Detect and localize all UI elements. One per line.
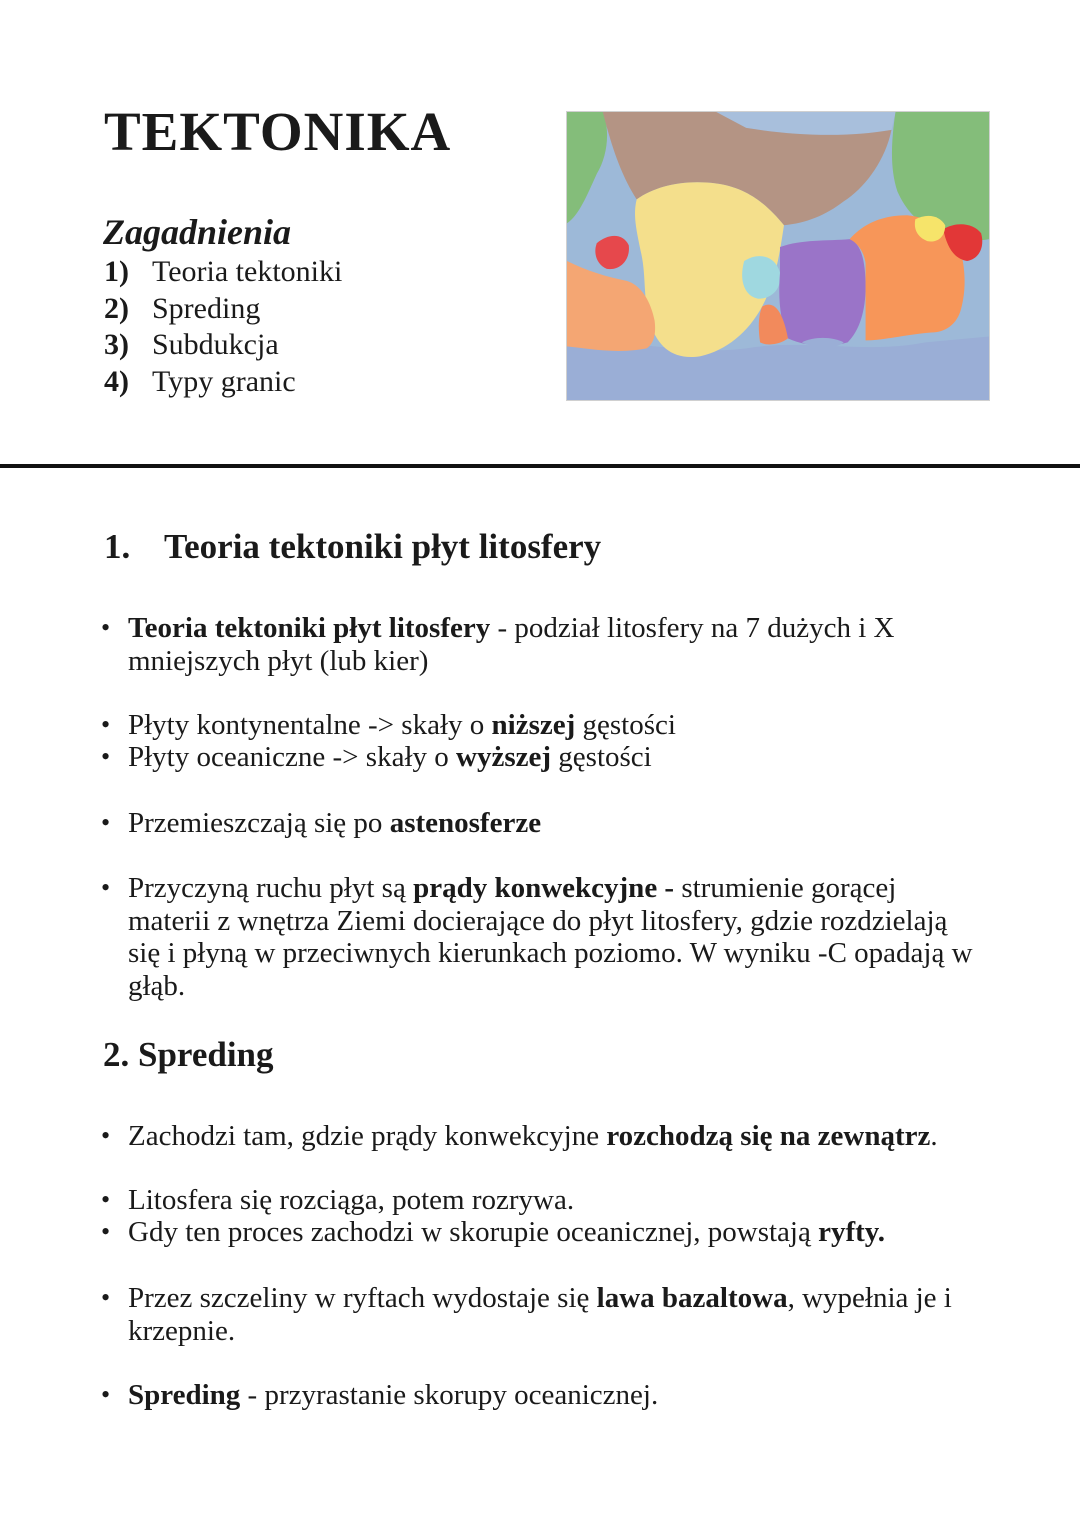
section-1-number: 1. — [104, 527, 131, 566]
topics-list — [104, 254, 342, 400]
list-item — [101, 1282, 981, 1347]
topics-item-label: Spreding — [152, 291, 261, 325]
bullet-text: Przyczyną ruchu płyt są — [128, 872, 414, 904]
list-item — [101, 1216, 981, 1249]
topics-title: Zagadnienia — [103, 212, 292, 252]
bullet-bold-text: niższej — [491, 709, 576, 741]
bullet-text: Przemieszczają się po — [128, 807, 390, 839]
bullet-bold-text: wyższej — [456, 741, 552, 773]
topics-item-number: 3) — [104, 328, 129, 362]
bullet-text: . — [930, 1120, 938, 1152]
bullet-text: Litosfera się rozciąga, potem rozrywa. — [128, 1184, 575, 1216]
section-divider — [0, 464, 1080, 468]
bullet-bold-text: astenosferze — [389, 807, 542, 839]
bullet-text: Zachodzi tam, gdzie prądy konwekcyjne — [128, 1120, 607, 1152]
topics-item-label: Teoria tektoniki — [152, 255, 343, 288]
bullet-text: Płyty kontynentalne -> skały o — [128, 709, 492, 741]
bullet-text: - podział litosfery na 7 dużych i X mniejszych płyt (lub kier) — [128, 612, 895, 677]
bullet-text: Przez szczeliny w ryftach wydostaje się — [128, 1282, 597, 1314]
topics-item-number: 4) — [104, 364, 129, 398]
list-item — [101, 1379, 981, 1412]
topics-item-label: Typy granic — [152, 364, 296, 398]
section-1-title: Teoria tektoniki płyt litosfery — [164, 527, 602, 566]
bullet-text: Płyty oceaniczne -> skały o — [128, 741, 457, 773]
topics-item-number: 2) — [104, 291, 129, 325]
bullet-text: gęstości — [551, 741, 652, 773]
topics-item — [104, 327, 342, 364]
topics-item — [104, 364, 342, 401]
tectonic-plates-map — [566, 111, 990, 401]
list-item — [101, 709, 981, 742]
section-1-heading — [104, 527, 601, 567]
page-title: TEKTONIKA — [104, 101, 452, 162]
bullet-text: , wypełnia je i krzepnie. — [128, 1282, 952, 1347]
topics-item — [104, 254, 342, 291]
topics-item-number: 1) — [104, 255, 129, 288]
tectonic-plates-map-graphic — [567, 112, 989, 400]
list-item — [101, 807, 981, 840]
section-2-heading: 2. Spreding — [103, 1035, 274, 1074]
bullet-text: Gdy ten proces zachodzi w skorupie oceanicznej, powstają — [128, 1216, 819, 1248]
map-south-american-plate — [779, 239, 865, 346]
list-item — [101, 612, 981, 677]
bullet-bold-text: Teoria tektoniki płyt litosfery — [128, 612, 491, 644]
bullet-text: - przyrastanie skorupy oceanicznej. — [240, 1379, 659, 1411]
bullet-bold-text: prądy konwekcyjne - — [413, 872, 675, 904]
bullet-bold-text: rozchodzą się na zewnątrz — [606, 1120, 931, 1152]
bullet-bold-text: lawa bazaltowa — [596, 1282, 788, 1314]
list-item — [101, 1184, 981, 1217]
topics-item — [104, 291, 342, 328]
topics-item-label: Subdukcja — [152, 328, 279, 362]
list-item — [101, 872, 981, 1002]
bullet-bold-text: Spreding — [128, 1379, 241, 1411]
bullet-text: strumienie gorącej materii z wnętrza Ziemi docierające do płyt litosfery, gdzie rozdzielają się i płyną w przeciwnych kierunkach poziomo. W wyniku -C opadają w głąb. — [128, 872, 973, 1002]
list-item — [101, 741, 981, 774]
bullet-text: gęstości — [575, 709, 676, 741]
list-item — [101, 1120, 981, 1153]
bullet-bold-text: ryfty. — [818, 1216, 885, 1248]
